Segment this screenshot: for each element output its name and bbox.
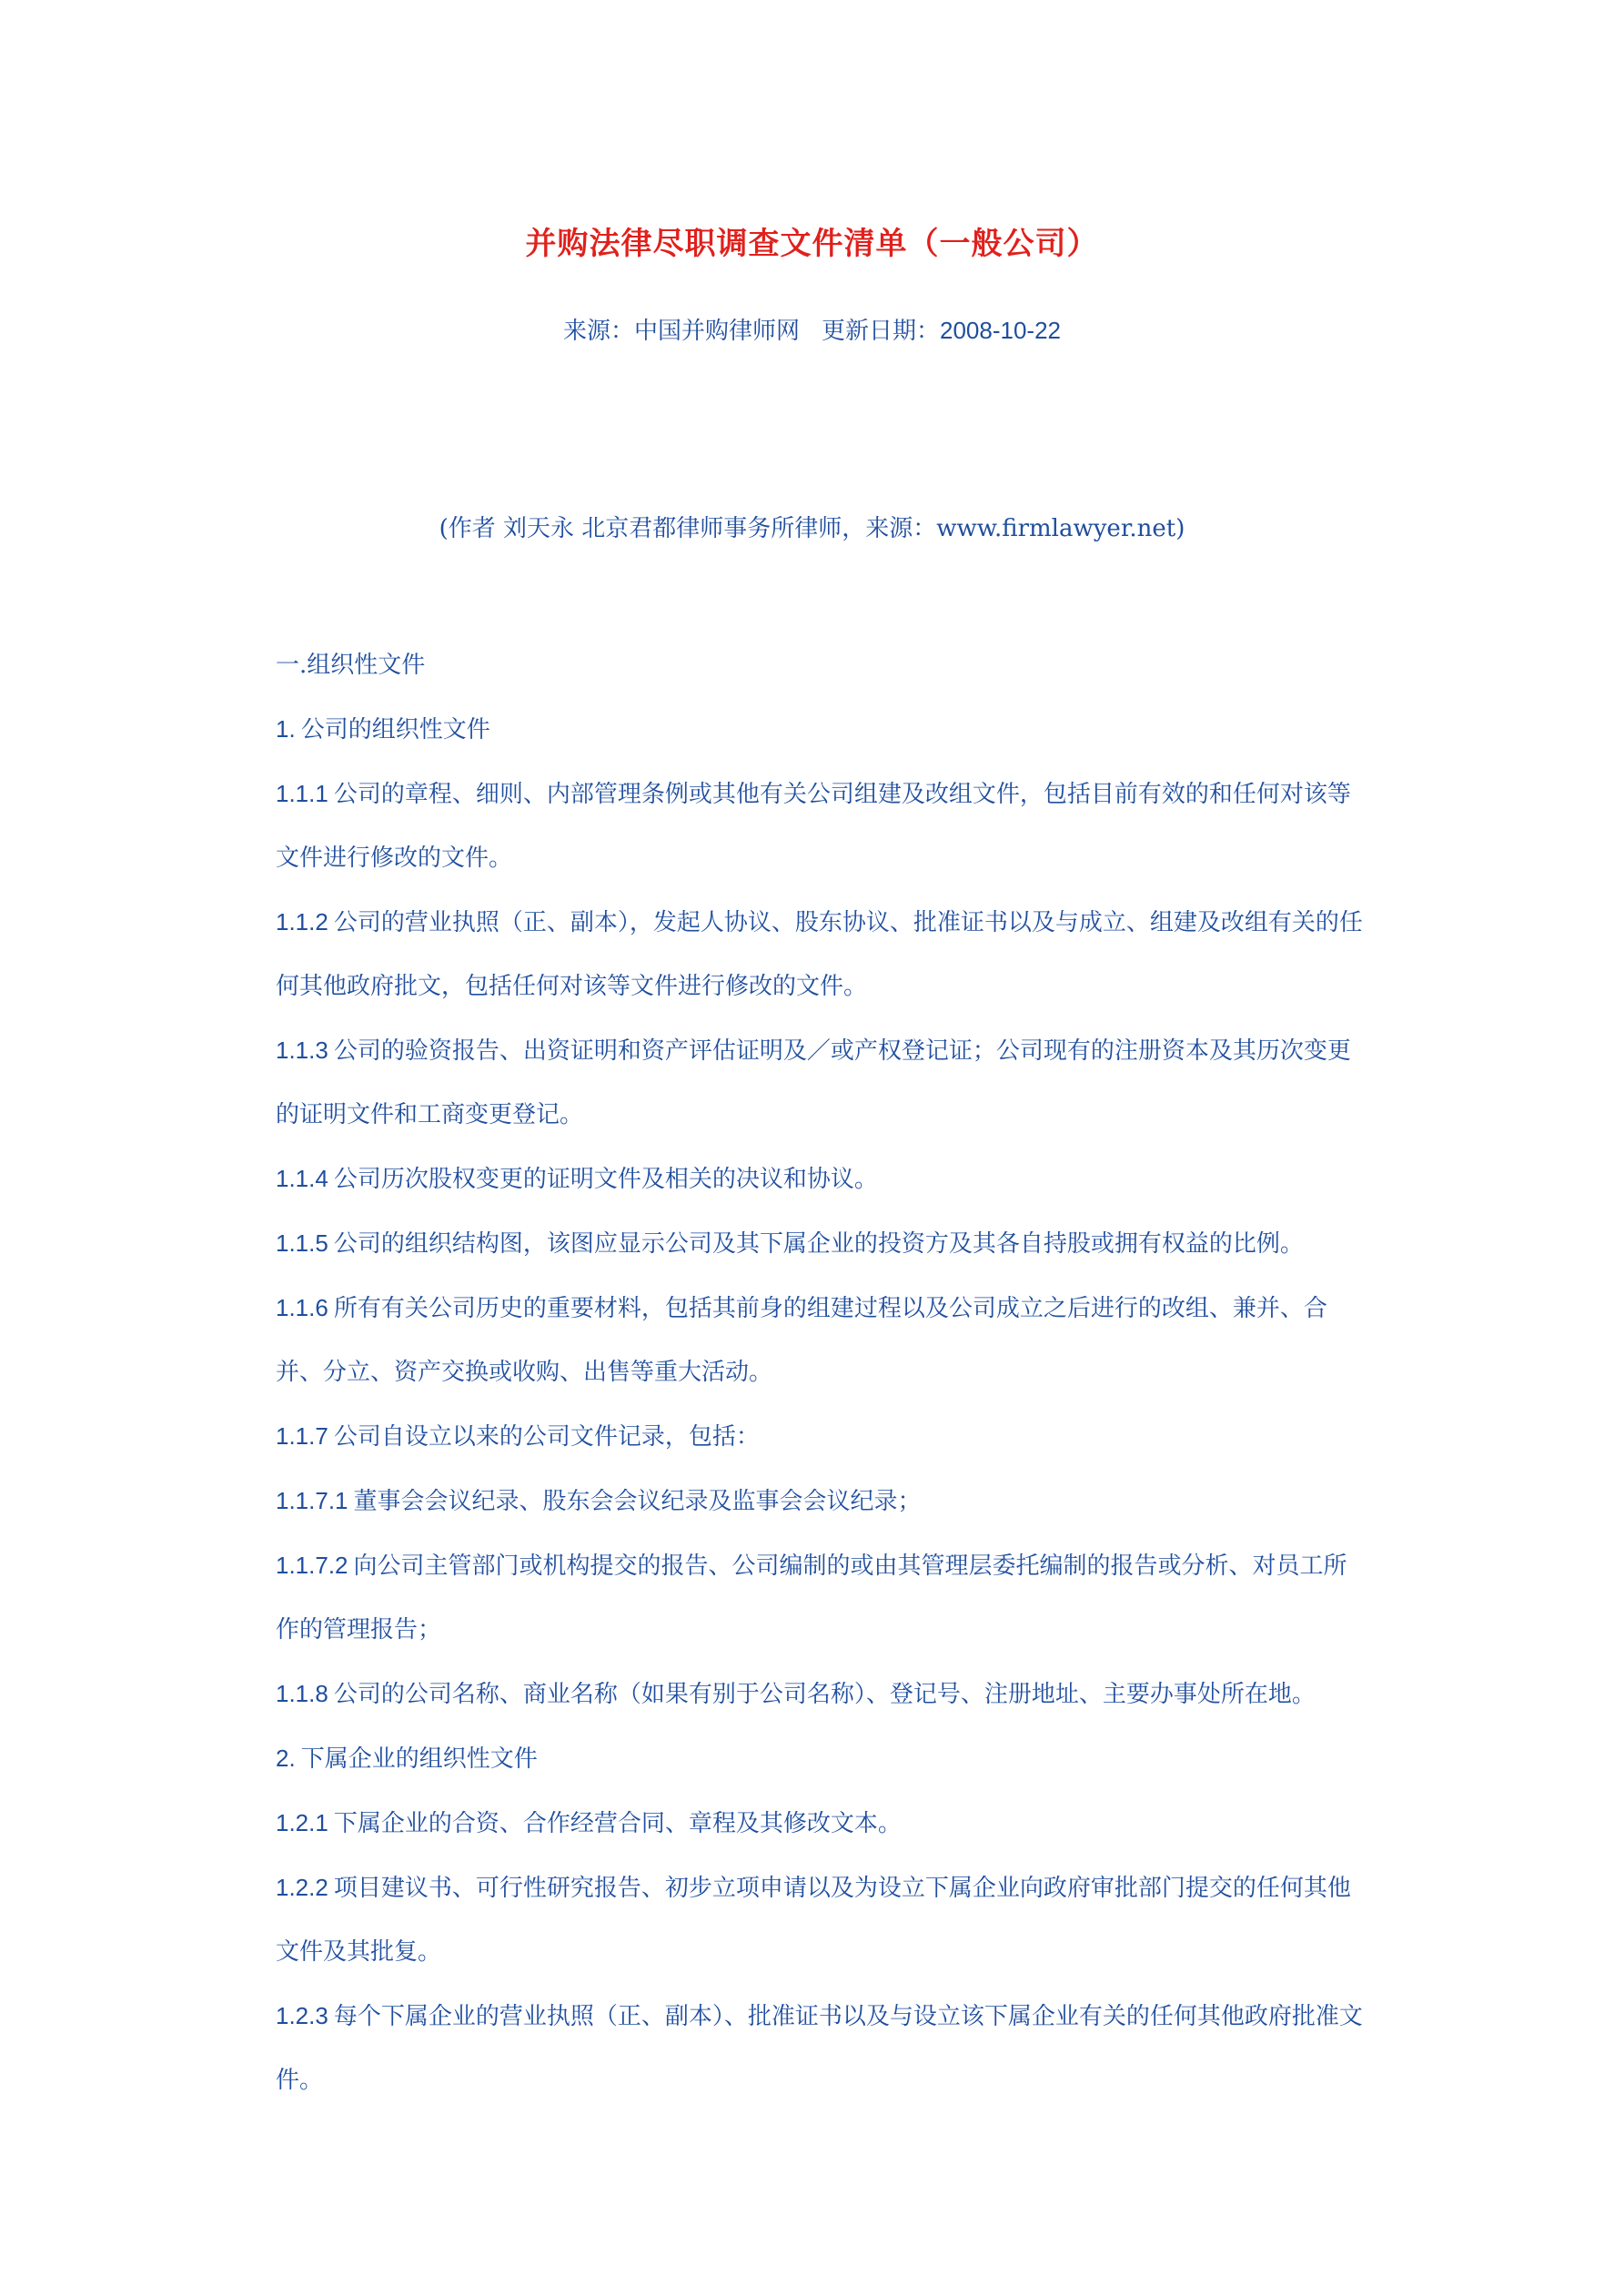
list-item <box>276 1469 1367 1533</box>
item-number: 1.2.3 <box>276 2002 328 2029</box>
item-text: 向公司主管部门或机构提交的报告、公司编制的或由其管理层委托编制的报告或分析、对员工所作的管理报告； <box>276 1553 1347 1644</box>
item-number: 1.1.6 <box>276 1294 328 1321</box>
list-item <box>276 1984 1367 2112</box>
item-number: 1. <box>276 715 296 743</box>
list-item <box>276 1018 1367 1147</box>
list-item <box>276 1662 1367 1726</box>
item-text: 董事会会议纪录、股东会会议纪录及监事会会议纪录； <box>353 1488 922 1515</box>
list-item <box>276 890 1367 1018</box>
author-line: (作者 刘天永 北京君都律师事务所律师，来源：www.firmlawyer.net) <box>439 515 1185 542</box>
item-number: 1.2.2 <box>276 1874 328 1901</box>
item-number: 2. <box>276 1745 296 1772</box>
document-body <box>276 633 1367 2112</box>
item-number: 1.1.1 <box>276 780 328 807</box>
item-number: 1.2.1 <box>276 1809 328 1836</box>
item-text: 公司自设立以来的公司文件记录，包括： <box>333 1423 760 1451</box>
item-text: 所有有关公司历史的重要材料，包括其前身的组建过程以及公司成立之后进行的改组、兼并、合并、分立、资产交换或收购、出售等重大活动。 <box>276 1295 1327 1386</box>
item-number: 1.1.7 <box>276 1422 328 1450</box>
document-title: 并购法律尽职调查文件清单（一般公司） <box>525 226 1099 262</box>
item-text: 下属企业的组织性文件 <box>300 1745 538 1773</box>
subsection-heading <box>276 1726 1367 1791</box>
list-item <box>276 1404 1367 1469</box>
subsection-heading <box>276 697 1367 762</box>
list-item <box>276 1791 1367 1856</box>
update-date: 2008-10-22 <box>940 317 1062 344</box>
item-text: 每个下属企业的营业执照（正、副本）、批准证书以及与设立该下属企业有关的任何其他政府批准文件。 <box>276 2003 1363 2094</box>
list-item <box>276 762 1367 890</box>
section-heading <box>276 633 1367 697</box>
item-text: 项目建议书、可行性研究报告、初步立项申请以及为设立下属企业向政府审批部门提交的任何其他文件及其批复。 <box>276 1875 1351 1966</box>
item-number: 1.1.7.1 <box>276 1487 348 1514</box>
item-text: 公司的组织结构图，该图应显示公司及其下属企业的投资方及其各自持股或拥有权益的比例。 <box>333 1230 1304 1258</box>
item-text: 公司历次股权变更的证明文件及相关的决议和协议。 <box>333 1166 878 1193</box>
item-text: 公司的营业执照（正、副本），发起人协议、股东协议、批准证书以及与成立、组建及改组有关的任何其他政府批文，包括任何对该等文件进行修改的文件。 <box>276 909 1363 1000</box>
list-item <box>276 1211 1367 1276</box>
item-number: 1.1.7.2 <box>276 1552 348 1579</box>
list-item <box>276 1147 1367 1211</box>
item-number: 1.1.3 <box>276 1037 328 1064</box>
list-item <box>276 1856 1367 1984</box>
item-text: 公司的公司名称、商业名称（如果有别于公司名称）、登记号、注册地址、主要办事处所在地。 <box>333 1681 1316 1708</box>
item-text: 公司的验资报告、出资证明和资产评估证明及／或产权登记证；公司现有的注册资本及其历次变更的证明文件和工商变更登记。 <box>276 1037 1351 1128</box>
item-text: 一.组织性文件 <box>276 652 426 679</box>
list-item <box>276 1276 1367 1404</box>
item-number: 1.1.5 <box>276 1229 328 1257</box>
list-item <box>276 1533 1367 1662</box>
item-text: 公司的章程、细则、内部管理条例或其他有关公司组建及改组文件，包括目前有效的和任何对该等文件进行修改的文件。 <box>276 781 1351 872</box>
item-number: 1.1.4 <box>276 1165 328 1192</box>
item-number: 1.1.2 <box>276 908 328 936</box>
item-text: 公司的组织性文件 <box>300 716 490 743</box>
source-label: 来源：中国并购律师网 <box>562 318 800 345</box>
update-label: 更新日期： <box>822 318 941 345</box>
item-number: 1.1.8 <box>276 1680 328 1707</box>
source-line <box>0 312 1624 346</box>
item-text: 下属企业的合资、合作经营合同、章程及其修改文本。 <box>333 1810 902 1837</box>
